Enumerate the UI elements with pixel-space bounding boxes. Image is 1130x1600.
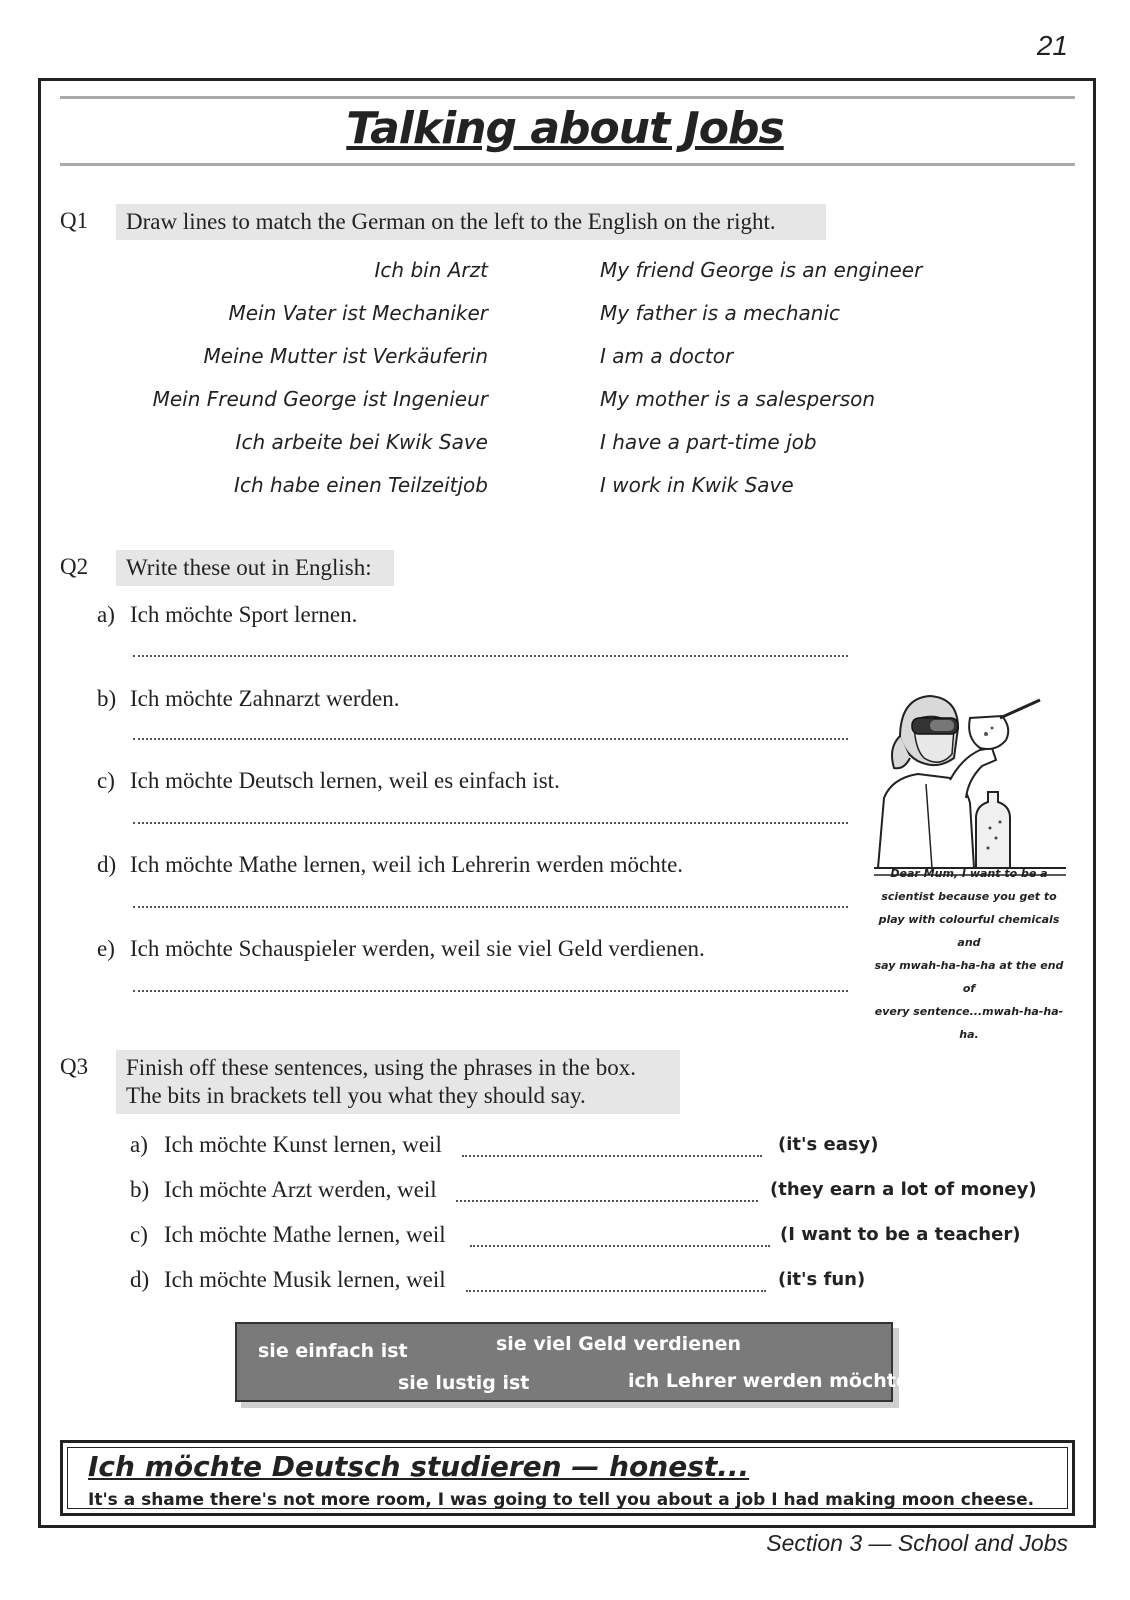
q3-item-hint: (it's fun) bbox=[778, 1269, 866, 1290]
q1-german-item[interactable]: Mein Vater ist Mechaniker bbox=[228, 301, 488, 325]
q1-english-item[interactable]: I have a part-time job bbox=[600, 430, 817, 454]
q1-english-item[interactable]: I work in Kwik Save bbox=[600, 473, 794, 497]
q3-item-hint: (I want to be a teacher) bbox=[780, 1224, 1021, 1245]
q3-label: Q3 bbox=[60, 1054, 89, 1079]
q3-item-text: Ich möchte Arzt werden, weil bbox=[164, 1177, 437, 1202]
q2-item-letter: a) bbox=[97, 602, 115, 627]
page-number: 21 bbox=[1036, 30, 1068, 61]
q2-item-letter: e) bbox=[97, 936, 115, 961]
q3-answer-line-c[interactable] bbox=[470, 1245, 770, 1247]
tip-heading: Ich möchte Deutsch studieren — honest... bbox=[88, 1450, 750, 1483]
q1-english-item[interactable]: My mother is a salesperson bbox=[600, 387, 876, 411]
title-rule-top bbox=[60, 96, 1075, 99]
q1-label: Q1 bbox=[60, 208, 89, 233]
section-label: Section 3 — School and Jobs bbox=[766, 1530, 1068, 1556]
q3-item-hint: (it's easy) bbox=[778, 1134, 879, 1155]
phrase-item: ich Lehrer werden möchte bbox=[628, 1370, 909, 1392]
q2-answer-line-c[interactable] bbox=[133, 822, 848, 824]
q2-item-text: Ich möchte Zahnarzt werden. bbox=[130, 686, 400, 711]
q3-item-text: Ich möchte Mathe lernen, weil bbox=[164, 1222, 446, 1247]
q1-english-item[interactable]: My father is a mechanic bbox=[600, 301, 841, 325]
q2-answer-line-a[interactable] bbox=[133, 655, 848, 657]
caption-line: scientist because you get to bbox=[881, 890, 1057, 903]
q1-german-item[interactable]: Ich arbeite bei Kwik Save bbox=[235, 430, 488, 454]
q2-item-letter: d) bbox=[97, 852, 117, 877]
q3-item-letter: b) bbox=[130, 1177, 150, 1202]
illustration-caption bbox=[870, 862, 1068, 1046]
q3-answer-line-a[interactable] bbox=[462, 1155, 762, 1157]
q1-english-item[interactable]: I am a doctor bbox=[600, 344, 734, 368]
q3-item-letter: a) bbox=[130, 1132, 148, 1157]
q3-item-text: Ich möchte Kunst lernen, weil bbox=[164, 1132, 442, 1157]
phrase-item: sie einfach ist bbox=[258, 1340, 408, 1362]
q3-item-hint: (they earn a lot of money) bbox=[770, 1179, 1037, 1200]
q1-instruction: Draw lines to match the German on the left to the English on the right. bbox=[116, 204, 826, 240]
phrase-item: sie viel Geld verdienen bbox=[496, 1333, 742, 1355]
q2-answer-line-e[interactable] bbox=[133, 990, 848, 992]
q2-item-text: Ich möchte Sport lernen. bbox=[130, 602, 358, 627]
q2-item-text: Ich möchte Deutsch lernen, weil es einfach ist. bbox=[130, 768, 560, 793]
q2-item-text: Ich möchte Mathe lernen, weil ich Lehrerin werden möchte. bbox=[130, 852, 684, 877]
q3-instruction-line1: Finish off these sentences, using the phrases in the box. bbox=[126, 1055, 636, 1080]
q2-item-text: Ich möchte Schauspieler werden, weil sie viel Geld verdienen. bbox=[130, 936, 705, 961]
q1-english-item[interactable]: My friend George is an engineer bbox=[600, 258, 923, 282]
caption-line: say mwah-ha-ha-ha at the end of bbox=[874, 959, 1064, 995]
tip-text: It's a shame there's not more room, I was going to tell you about a job I had making moon cheese. bbox=[88, 1490, 1035, 1510]
q1-german-item[interactable]: Meine Mutter ist Verkäuferin bbox=[203, 344, 488, 368]
caption-line: play with colourful chemicals and bbox=[878, 913, 1060, 949]
q1-german-item[interactable]: Ich habe einen Teilzeitjob bbox=[234, 473, 488, 497]
q2-answer-line-b[interactable] bbox=[133, 738, 848, 740]
q2-instruction: Write these out in English: bbox=[116, 550, 394, 586]
page-title: Talking about Jobs bbox=[346, 103, 784, 154]
q3-item-letter: c) bbox=[130, 1222, 148, 1247]
q2-answer-line-d[interactable] bbox=[133, 906, 848, 908]
q3-item-letter: d) bbox=[130, 1267, 150, 1292]
caption-line: every sentence...mwah-ha-ha-ha. bbox=[874, 1005, 1064, 1041]
scientist-illustration bbox=[870, 688, 1070, 883]
q2-item-letter: c) bbox=[97, 768, 115, 793]
q2-label: Q2 bbox=[60, 554, 89, 579]
title-rule-bottom bbox=[60, 163, 1075, 166]
q3-answer-line-b[interactable] bbox=[456, 1200, 758, 1202]
phrase-item: sie lustig ist bbox=[398, 1372, 530, 1394]
q3-instruction-line2: The bits in brackets tell you what they should say. bbox=[126, 1083, 586, 1108]
q3-item-text: Ich möchte Musik lernen, weil bbox=[164, 1267, 446, 1292]
caption-line: Dear Mum, I want to be a bbox=[890, 867, 1048, 880]
q3-instruction bbox=[116, 1050, 680, 1114]
q1-german-item[interactable]: Ich bin Arzt bbox=[374, 258, 488, 282]
q1-german-item[interactable]: Mein Freund George ist Ingenieur bbox=[152, 387, 488, 411]
q3-answer-line-d[interactable] bbox=[466, 1290, 766, 1292]
q2-item-letter: b) bbox=[97, 686, 117, 711]
